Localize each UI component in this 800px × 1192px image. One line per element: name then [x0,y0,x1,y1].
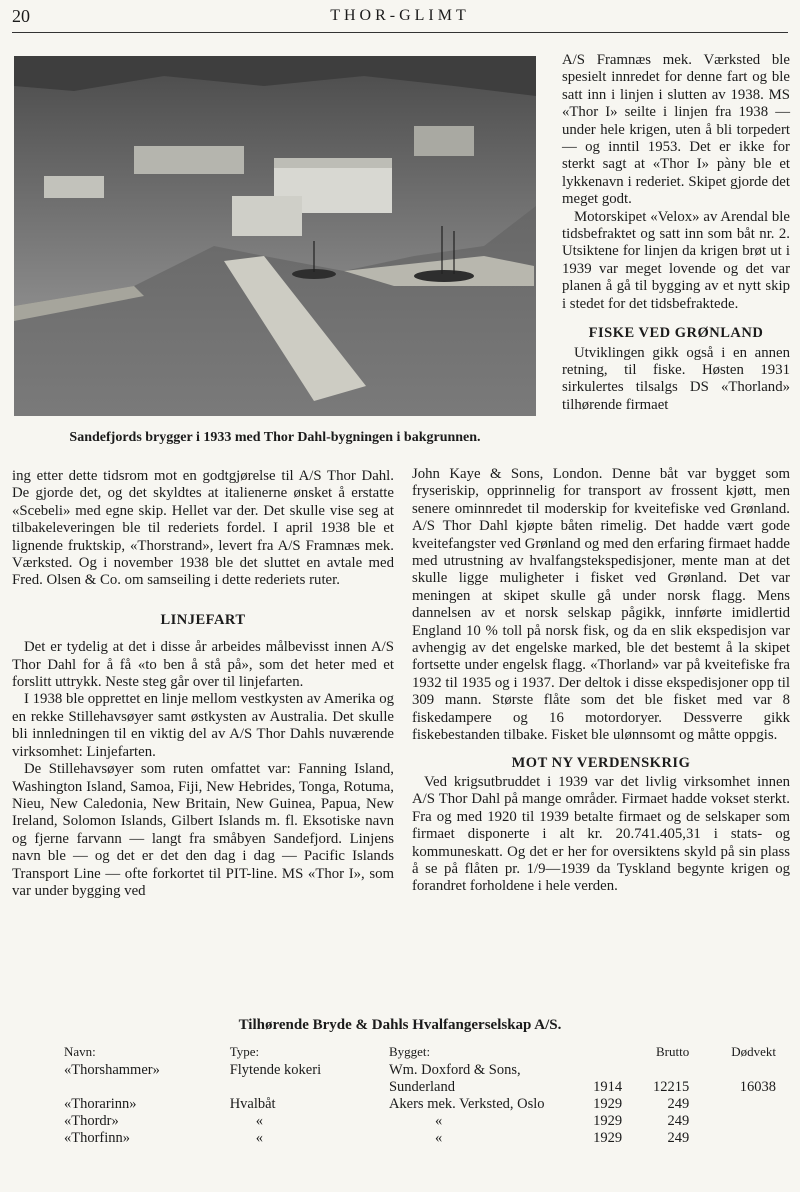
ship-type: Flytende kokeri [229,1062,322,1078]
ship-name: «Thorshammer» [64,1062,160,1078]
column-header-type: Type: [229,1044,260,1059]
table-header-row [60,1042,780,1062]
paragraph: Ved krigsutbruddet i 1939 var det livlig virksomhet innen A/S Thor Dahl på mange områder. Firmaet hadde vokset sterkt. Fra og med 1920 til 1939 betalte firmaet og de selskaper som firmaet disponerte i alt kr. 20.741.405,31 i stats- og kommuneskatt. Og det er her for oversiktens skyld på sin plass å se på flåten pr. 1/9—1939 da Tyskland begynte krigen og forandret forholdene i hele verden. [412,773,790,895]
ship-brutto: 12215 [652,1079,690,1095]
ship-builder: Wm. Doxford & Sons, Sunderland [388,1062,521,1095]
table-row [60,1113,780,1130]
section-heading-krig: MOT NY VERDENSKRIG [511,754,691,771]
ship-type: Hvalbåt [229,1096,276,1112]
ship-name: «Thorfinn» [64,1130,131,1146]
page-header [12,4,788,28]
right-column-top [562,52,790,414]
column-header-built: Bygget: [388,1044,431,1059]
running-title: THOR-GLIMT [330,7,470,24]
column-header-year [569,1042,626,1062]
paragraph: I 1938 ble opprettet en linje mellom vestkysten av Amerika og en rekke Stillehavsøyer samt østkysten av Australia. Det skulle bli innledningen til en viktig del av A/S Thor Dahls nuværende virksomhet: Linjefarten. [12,691,394,760]
ship-year: 1929 [593,1130,623,1146]
ship-builder: « [434,1113,443,1129]
ship-name: «Thorarinn» [64,1096,137,1112]
paragraph: Det er tydelig at det i disse år arbeides målbevisst innen A/S Thor Dahl for å få «to ben å stå på», som det heter med et forslitt uttrykk. Neste steg går over til linjefarten. [12,639,394,691]
section-heading-fiske: FISKE VED GRØNLAND [588,325,764,342]
ship-year: 1929 [593,1113,623,1129]
photo-caption: Sandefjords brygger i 1933 med Thor Dahl-bygningen i bakgrunnen. [69,430,481,445]
harbor-photo-illustration [14,56,536,416]
left-column [12,468,394,900]
ship-builder: « [434,1130,443,1146]
paragraph: De Stillehavsøyer som ruten omfattet var: Fanning Island, Washington Island, Samoa, Fiji, New Hebrides, Tonga, Rotuma, Nieu, New Caledonia, New Britain, New Guinea, Papua, New Ireland, Solomon Islands, Gilbert Islands m. fl. Eksotiske navn og fjerne farvann — langt fra småbyen Sandefjord. Linjens navn ble — og det er det den dag i dag — Pacific Islands Transport Line — ofte forkortet til PIT-line. MS «Thor I», som var under bygging ved [12,761,394,899]
paragraph: Utviklingen gikk også i en annen retning, til fiske. Høsten 1931 sirkulertes tilsalgs DS «Thorland» tilhørende firmaet [562,344,790,413]
ship-type: « [255,1130,263,1146]
column-header-brutto: Brutto [655,1044,690,1059]
paragraph: Motorskipet «Velox» av Arendal ble tidsbefraktet og satt inn som båt nr. 2. Utsiktene for linjen da krigen brøt ut i 1939 var meget lovende og det var planen å gå til bygging av et nytt skip i stedet for det tidsbefraktede. [562,208,790,312]
ship-dodvekt [693,1096,780,1113]
header-rule [12,32,788,33]
column-header-dodvekt: Dødvekt [731,1044,776,1059]
column-header-name: Navn: [64,1044,96,1059]
fleet-table-title: Tilhørende Bryde & Dahls Hvalfangerselskap A/S. [238,1017,562,1033]
ship-brutto: 249 [667,1096,690,1112]
ship-brutto: 249 [667,1130,690,1146]
table-row [60,1096,780,1113]
ship-brutto: 249 [667,1113,690,1129]
ship-dodvekt: 16038 [739,1079,776,1095]
page-number: 20 [12,6,30,26]
ship-type: « [255,1113,263,1129]
table-row [60,1062,780,1096]
ship-builder: Akers mek. Verksted, Oslo [388,1096,545,1112]
harbor-photo [14,56,536,416]
ship-dodvekt [693,1113,780,1130]
ship-dodvekt [693,1130,780,1147]
table-row [60,1130,780,1147]
paragraph: A/S Framnæs mek. Værksted ble spesielt innredet for denne fart og ble satt inn i linjen i slutten av 1938. MS «Thor I» seilte i linjen fra 1938 — under hele krigen, uten å bli torpedert — og inntil 1953. Det er ikke for sterkt sagt at «Thor I» pàny ble et lykkenavn i rederiet. Skipet gjorde det meget godt. [562,52,790,208]
paragraph: John Kaye & Sons, London. Denne båt var bygget som fryseriskip, opprinnelig for transport av frossent kjøtt, men senere ominnredet til moderskip for kveitefiske ved Grønland. A/S Thor Dahl kjøpte båten rimelig. Det hadde vært gode kveitefangster ved Grønland og med den erfaring firmaet hadde med utrustning av hvalfangstekspedisjoner, mente man at det skulle ligge muligheter i fisket ved Grønland. Det var meningen at skipet skulle gå under norsk flagg. Mens dannelsen av et norsk selskap pågikk, innførte imidlertid England 10 % toll på norsk fisk, og da en slik ekspedisjon var avhengig av det engelske marked, ble det bestemt å la skipet fortsette under engelsk flagg. «Thorland» var på kveitefiske fra 1932 til 1935 og i 1937. Der deltok i disse ekspedisjoner opp til 309 mann. Største flåte som det ble fisket med var 8 fiskedampere og 16 motordoryer. Dessverre gikk fiskebestanden tilbake. Fisket ble ulønnsomt og måtte oppgis. [412,466,790,744]
section-heading-linjefart: LINJEFART [160,611,246,628]
fleet-table [60,1042,780,1147]
paragraph: ing etter dette tidsrom mot en godtgjørelse til A/S Thor Dahl. De gjorde det, og det skyldtes at italienerne ønsket å erstatte «Scebeli» med egne skip. Hellet var der. Det skulle vise seg at tilbakeleveringen ble til rederiets fordel. I april 1938 ble et lignende fruktskip, «Thorstrand», levert fra A/S Framnæs mek. Værksted. Og i november 1938 ble det sluttet en avtale med Fred. Olsen & Co. om samseiling i dette rederiets ruter. [12,468,394,589]
ship-name: «Thordr» [64,1113,119,1129]
right-column-lower [412,466,790,896]
ship-year: 1929 [593,1096,623,1112]
ship-year: 1914 [593,1079,623,1095]
